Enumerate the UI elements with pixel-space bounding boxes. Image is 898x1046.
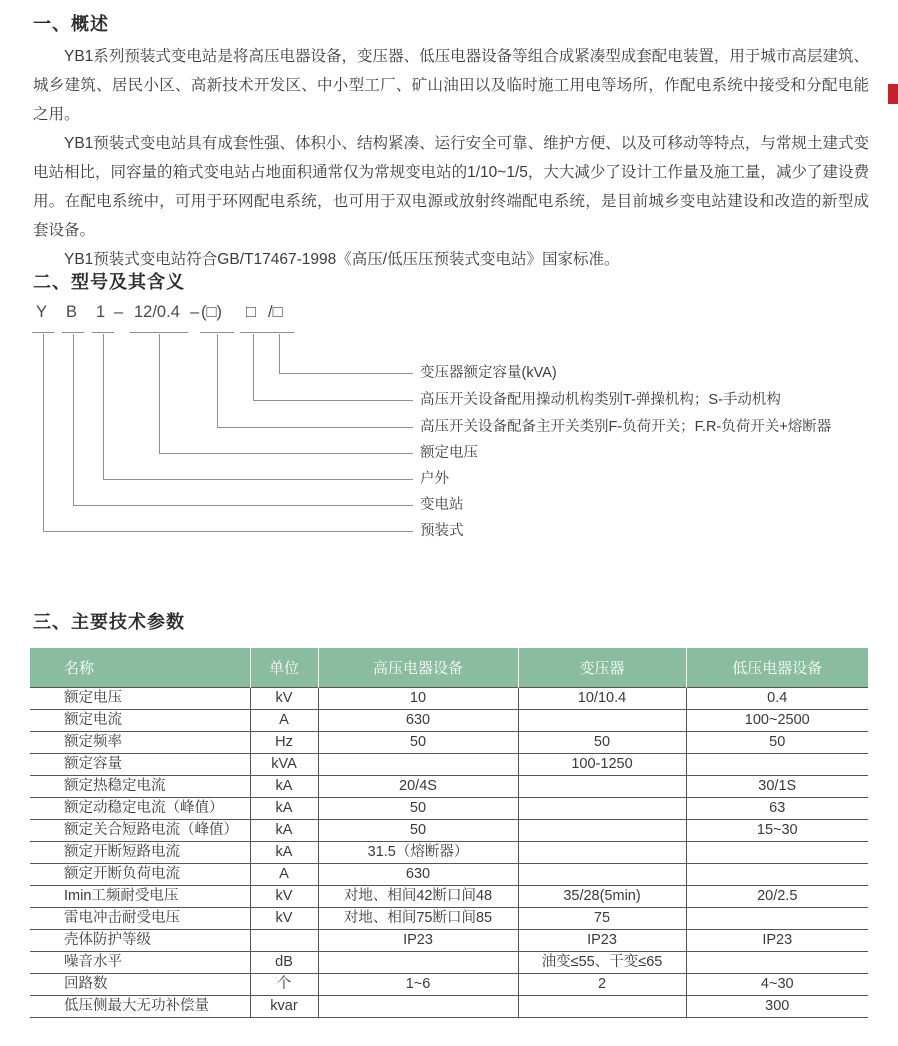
table-row: [30, 820, 868, 842]
table-cell: 额定容量: [30, 754, 250, 776]
table-cell: [518, 996, 686, 1018]
table-cell: 50: [518, 732, 686, 754]
table-cell: [686, 864, 868, 886]
table-cell: Hz: [250, 732, 318, 754]
params-table-body: [30, 688, 868, 1018]
table-cell: 额定动稳定电流（峰值）: [30, 798, 250, 820]
table-cell: 20/4S: [318, 776, 518, 798]
table-cell: 50: [318, 820, 518, 842]
table-cell: kV: [250, 886, 318, 908]
parameters-heading: 三、主要技术参数: [33, 612, 185, 632]
diagram-line: [103, 334, 104, 479]
table-row: [30, 710, 868, 732]
column-header-lv-equipment: 低压电器设备: [686, 648, 868, 688]
model-callout-label: 户外: [420, 471, 449, 487]
table-cell: kV: [250, 908, 318, 930]
table-cell: IP23: [318, 930, 518, 952]
table-row: [30, 974, 868, 996]
diagram-line: [159, 453, 413, 454]
diagram-line: [32, 332, 54, 333]
table-cell: 雷电冲击耐受电压: [30, 908, 250, 930]
table-row: [30, 842, 868, 864]
diagram-line: [264, 332, 294, 333]
model-callout-label: 额定电压: [420, 445, 478, 461]
table-cell: 对地、相间75断口间85: [318, 908, 518, 930]
diagram-line: [240, 332, 266, 333]
model-callout-label: 高压开关设备配用操动机构类别T-弹操机构；S-手动机构: [420, 392, 781, 408]
model-callout-label: 变电站: [420, 497, 464, 513]
table-row: [30, 996, 868, 1018]
diagram-line: [217, 334, 218, 427]
table-row: [30, 688, 868, 710]
table-cell: 额定频率: [30, 732, 250, 754]
table-cell: kvar: [250, 996, 318, 1018]
table-cell: 个: [250, 974, 318, 996]
table-cell: 63: [686, 798, 868, 820]
diagram-line: [73, 334, 74, 505]
table-cell: [318, 754, 518, 776]
table-cell: IP23: [518, 930, 686, 952]
diagram-line: [62, 332, 84, 333]
model-callout-label: 高压开关设备配备主开关类别F-负荷开关；F.R-负荷开关+熔断器: [420, 419, 832, 435]
table-cell: 4~30: [686, 974, 868, 996]
diagram-line: [279, 373, 413, 374]
column-header-hv-equipment: 高压电器设备: [318, 648, 518, 688]
table-cell: 75: [518, 908, 686, 930]
table-cell: kV: [250, 688, 318, 710]
table-cell: 油变≤55、干变≤65: [518, 952, 686, 974]
diagram-line: [253, 400, 413, 401]
table-cell: 额定电流: [30, 710, 250, 732]
table-cell: 额定电压: [30, 688, 250, 710]
overview-paragraph: YB1系列预装式变电站是将高压电器设备，变压器、低压电器设备等组合成紧凑型成套配电装置，用于城市高层建筑、城乡建筑、居民小区、高新技术开发区、中小型工厂、矿山油田以及临时施工用电等场所，作配电系统中接受和分配电能之用。: [33, 48, 869, 123]
parameters-table: [30, 648, 868, 1018]
table-row: [30, 864, 868, 886]
diagram-line: [130, 332, 188, 333]
table-cell: 额定关合短路电流（峰值）: [30, 820, 250, 842]
table-cell: 300: [686, 996, 868, 1018]
table-cell: kA: [250, 842, 318, 864]
table-cell: 35/28(5min): [518, 886, 686, 908]
table-cell: [518, 842, 686, 864]
model-code-token: □: [246, 303, 256, 321]
table-cell: [518, 710, 686, 732]
table-cell: 10/10.4: [518, 688, 686, 710]
table-cell: 壳体防护等级: [30, 930, 250, 952]
table-cell: kA: [250, 820, 318, 842]
table-row: [30, 886, 868, 908]
model-code-token: B: [66, 303, 78, 321]
table-cell: 额定热稳定电流: [30, 776, 250, 798]
table-cell: 20/2.5: [686, 886, 868, 908]
overview-heading: 一、概述: [33, 14, 109, 34]
table-cell: 低压侧最大无功补偿量: [30, 996, 250, 1018]
table-cell: 对地、相间42断口间48: [318, 886, 518, 908]
overview-paragraph: YB1预装式变电站具有成套性强、体积小、结构紧凑、运行安全可靠、维护方便、以及可移动等特点，与常规土建式变电站相比，同容量的箱式变电站占地面积通常仅为常规变电站的1/10~1/5，大大减少了设计工作量及施工量，减少了建设费用。在配电系统中，可用于环网配电系统，也可用于双电源或放射终端配电系统，是目前城乡变电站建设和改造的新型成套设备。: [33, 135, 869, 239]
table-cell: [318, 952, 518, 974]
table-header-row: [30, 648, 868, 688]
table-cell: 2: [518, 974, 686, 996]
table-cell: 630: [318, 710, 518, 732]
diagram-line: [200, 332, 234, 333]
page-edge-tab: [888, 84, 898, 104]
table-cell: [518, 864, 686, 886]
diagram-line: [253, 334, 254, 400]
table-row: [30, 754, 868, 776]
table-row: [30, 776, 868, 798]
diagram-line: [73, 505, 413, 506]
table-cell: 额定开断负荷电流: [30, 864, 250, 886]
table-cell: 10: [318, 688, 518, 710]
column-header-transformer: 变压器: [518, 648, 686, 688]
column-header-name: 名称: [30, 648, 250, 688]
table-cell: 100-1250: [518, 754, 686, 776]
table-cell: [318, 996, 518, 1018]
diagram-line: [103, 479, 413, 480]
table-row: [30, 798, 868, 820]
model-code-token: /□: [268, 303, 283, 321]
table-cell: 50: [318, 798, 518, 820]
diagram-line: [217, 427, 413, 428]
table-cell: [518, 776, 686, 798]
diagram-line: [43, 531, 413, 532]
table-cell: A: [250, 864, 318, 886]
table-cell: 1~6: [318, 974, 518, 996]
table-cell: 50: [686, 732, 868, 754]
table-cell: 回路数: [30, 974, 250, 996]
model-code-token: Y: [36, 303, 48, 321]
model-callout-label: 预装式: [420, 523, 464, 539]
table-cell: kA: [250, 798, 318, 820]
table-cell: 噪音水平: [30, 952, 250, 974]
model-callout-label: 变压器额定容量(kVA): [420, 365, 557, 381]
diagram-line: [43, 334, 44, 531]
table-cell: 31.5（熔断器）: [318, 842, 518, 864]
table-cell: 额定开断短路电流: [30, 842, 250, 864]
model-code-token: 12/0.4: [134, 303, 180, 321]
table-cell: kVA: [250, 754, 318, 776]
table-row: [30, 930, 868, 952]
table-row: [30, 732, 868, 754]
table-cell: 15~30: [686, 820, 868, 842]
table-cell: 50: [318, 732, 518, 754]
table-cell: dB: [250, 952, 318, 974]
overview-paragraphs: [33, 42, 869, 274]
model-code-token: –: [190, 303, 200, 321]
table-row: [30, 952, 868, 974]
table-cell: 630: [318, 864, 518, 886]
diagram-line: [159, 334, 160, 453]
table-cell: A: [250, 710, 318, 732]
table-cell: kA: [250, 776, 318, 798]
overview-paragraph: YB1预装式变电站符合GB/T17467-1998《高压/低压压预装式变电站》国家标准。: [64, 251, 620, 268]
diagram-line: [92, 332, 114, 333]
diagram-line: [279, 334, 280, 373]
table-row: [30, 908, 868, 930]
table-cell: IP23: [686, 930, 868, 952]
model-code-token: (□): [201, 303, 222, 321]
model-heading: 二、型号及其含义: [33, 272, 185, 292]
table-cell: 100~2500: [686, 710, 868, 732]
table-cell: 30/1S: [686, 776, 868, 798]
table-cell: Imin工频耐受电压: [30, 886, 250, 908]
table-cell: [686, 754, 868, 776]
model-code-token: –: [114, 303, 124, 321]
model-code-token: 1: [96, 303, 106, 321]
table-cell: [250, 930, 318, 952]
column-header-unit: 单位: [250, 648, 318, 688]
table-cell: [518, 798, 686, 820]
table-cell: [686, 842, 868, 864]
table-cell: [686, 952, 868, 974]
table-cell: 0.4: [686, 688, 868, 710]
table-cell: [686, 908, 868, 930]
table-cell: [518, 820, 686, 842]
